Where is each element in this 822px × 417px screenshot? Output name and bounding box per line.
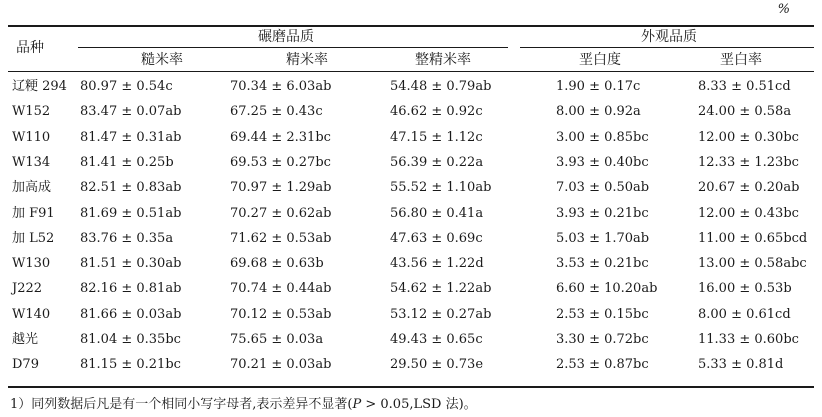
table-cell: 56.80 ± 0.41a [390, 205, 484, 221]
header-brown-rice-rate: 糙米率 [141, 52, 183, 68]
table-cell: 67.25 ± 0.43c [230, 104, 323, 120]
table-cell: 70.12 ± 0.53ab [230, 306, 332, 322]
table-cell: 20.67 ± 0.20ab [698, 180, 800, 196]
table-cell: 16.00 ± 0.53b [698, 281, 792, 297]
table-cell: 8.00 ± 0.92a [556, 104, 641, 120]
row-variety-label: W134 [12, 154, 51, 170]
table-cell: 69.68 ± 0.63b [230, 256, 324, 272]
table-cell: 54.48 ± 0.79ab [390, 79, 492, 94]
table-cell: 81.51 ± 0.30ab [80, 256, 182, 272]
table-cell: 69.44 ± 2.31bc [230, 129, 331, 145]
unit-label: % [777, 2, 790, 17]
table-cell: 70.97 ± 1.29ab [230, 180, 332, 196]
table-cell: 13.00 ± 0.58abc [698, 256, 807, 272]
header-bottom-rule [8, 71, 814, 72]
table-cell: 1.90 ± 0.17c [556, 79, 641, 94]
footnote [10, 393, 477, 412]
group-rule-appearance [520, 47, 814, 48]
table-cell: 3.53 ± 0.21bc [556, 256, 649, 272]
table-cell: 81.66 ± 0.03ab [80, 306, 182, 322]
table-cell: 2.53 ± 0.87bc [556, 357, 649, 373]
table-cell: 83.76 ± 0.35a [80, 230, 174, 246]
table-cell: 81.69 ± 0.51ab [80, 205, 182, 221]
header-group-milling: 碾磨品质 [258, 29, 314, 45]
table-cell: 82.51 ± 0.83ab [80, 180, 182, 196]
header-variety: 品种 [16, 40, 44, 56]
row-variety-label: 越光 [12, 332, 39, 347]
row-variety-label: J222 [12, 281, 43, 297]
row-variety-label: 加高成 [12, 180, 52, 196]
table-cell: 12.00 ± 0.30bc [698, 129, 799, 145]
table-cell: 12.00 ± 0.43bc [698, 205, 799, 221]
table-cell: 70.21 ± 0.03ab [230, 357, 332, 373]
table-cell: 8.33 ± 0.51cd [698, 79, 791, 94]
table-cell: 3.93 ± 0.21bc [556, 205, 649, 221]
row-variety-label: W130 [12, 256, 51, 272]
table-cell: 43.56 ± 1.22d [390, 256, 484, 272]
table-cell: 12.33 ± 1.23bc [698, 154, 799, 170]
table-cell: 83.47 ± 0.07ab [80, 104, 182, 120]
table-cell: 81.41 ± 0.25b [80, 154, 174, 170]
table-cell: 29.50 ± 0.73e [390, 357, 484, 373]
header-chalky-rate: 垩白率 [720, 52, 762, 68]
header-head-rice-rate: 整精米率 [415, 52, 471, 68]
header-group-appearance: 外观品质 [641, 29, 697, 45]
header-chalkiness-degree: 垩白度 [579, 52, 621, 68]
row-variety-label: D79 [12, 357, 39, 373]
table-cell: 81.47 ± 0.31ab [80, 129, 182, 145]
table-cell: 70.74 ± 0.44ab [230, 281, 332, 297]
footnote-suffix: > 0.05,LSD 法)。 [361, 397, 477, 412]
table-cell: 11.00 ± 0.65bcd [698, 230, 808, 246]
table-cell: 81.04 ± 0.35bc [80, 332, 181, 347]
table-cell: 3.93 ± 0.40bc [556, 154, 649, 170]
table-cell: 81.15 ± 0.21bc [80, 357, 181, 373]
table-cell: 5.33 ± 0.81d [698, 357, 784, 373]
table-cell: 71.62 ± 0.53ab [230, 230, 332, 246]
table-cell: 75.65 ± 0.03a [230, 332, 324, 347]
row-variety-label: 加 F91 [12, 205, 55, 221]
table-cell: 46.62 ± 0.92c [390, 104, 483, 120]
table-cell: 11.33 ± 0.60bc [698, 332, 799, 347]
table-cell: 7.03 ± 0.50ab [556, 180, 650, 196]
table-cell: 56.39 ± 0.22a [390, 154, 484, 170]
row-variety-label: W140 [12, 306, 51, 322]
table-cell: 2.53 ± 0.15bc [556, 306, 649, 322]
table-cell: 6.60 ± 10.20ab [556, 281, 658, 297]
table-cell: 3.30 ± 0.72bc [556, 332, 649, 347]
table-cell: 82.16 ± 0.81ab [80, 281, 182, 297]
header-milled-rice-rate: 精米率 [286, 52, 328, 68]
table-cell: 54.62 ± 1.22ab [390, 281, 492, 297]
table-cell: 55.52 ± 1.10ab [390, 180, 492, 196]
table-cell: 70.27 ± 0.62ab [230, 205, 332, 221]
footnote-p-symbol: P [352, 397, 362, 412]
table-cell: 47.63 ± 0.69c [390, 230, 483, 246]
table-cell: 3.00 ± 0.85bc [556, 129, 649, 145]
row-variety-label: 加 L52 [12, 230, 55, 246]
table-cell: 47.15 ± 1.12c [390, 129, 483, 145]
table-bottom-rule [8, 386, 814, 388]
table-cell: 70.34 ± 6.03ab [230, 79, 332, 94]
table-cell: 5.03 ± 1.70ab [556, 230, 650, 246]
table-cell: 69.53 ± 0.27bc [230, 154, 331, 170]
table-cell: 80.97 ± 0.54c [80, 79, 173, 94]
table-cell: 53.12 ± 0.27ab [390, 306, 492, 322]
table-top-rule [8, 25, 814, 27]
footnote-prefix: 1）同列数据后凡是有一个相同小写字母者,表示差异不显著( [10, 397, 353, 412]
table-cell: 8.00 ± 0.61cd [698, 306, 791, 322]
row-variety-label: W110 [12, 129, 51, 145]
row-variety-label: 辽粳 294 [12, 79, 67, 94]
row-variety-label: W152 [12, 104, 51, 120]
table-cell: 24.00 ± 0.58a [698, 104, 792, 120]
group-rule-milling [78, 47, 508, 48]
table-cell: 49.43 ± 0.65c [390, 332, 483, 347]
